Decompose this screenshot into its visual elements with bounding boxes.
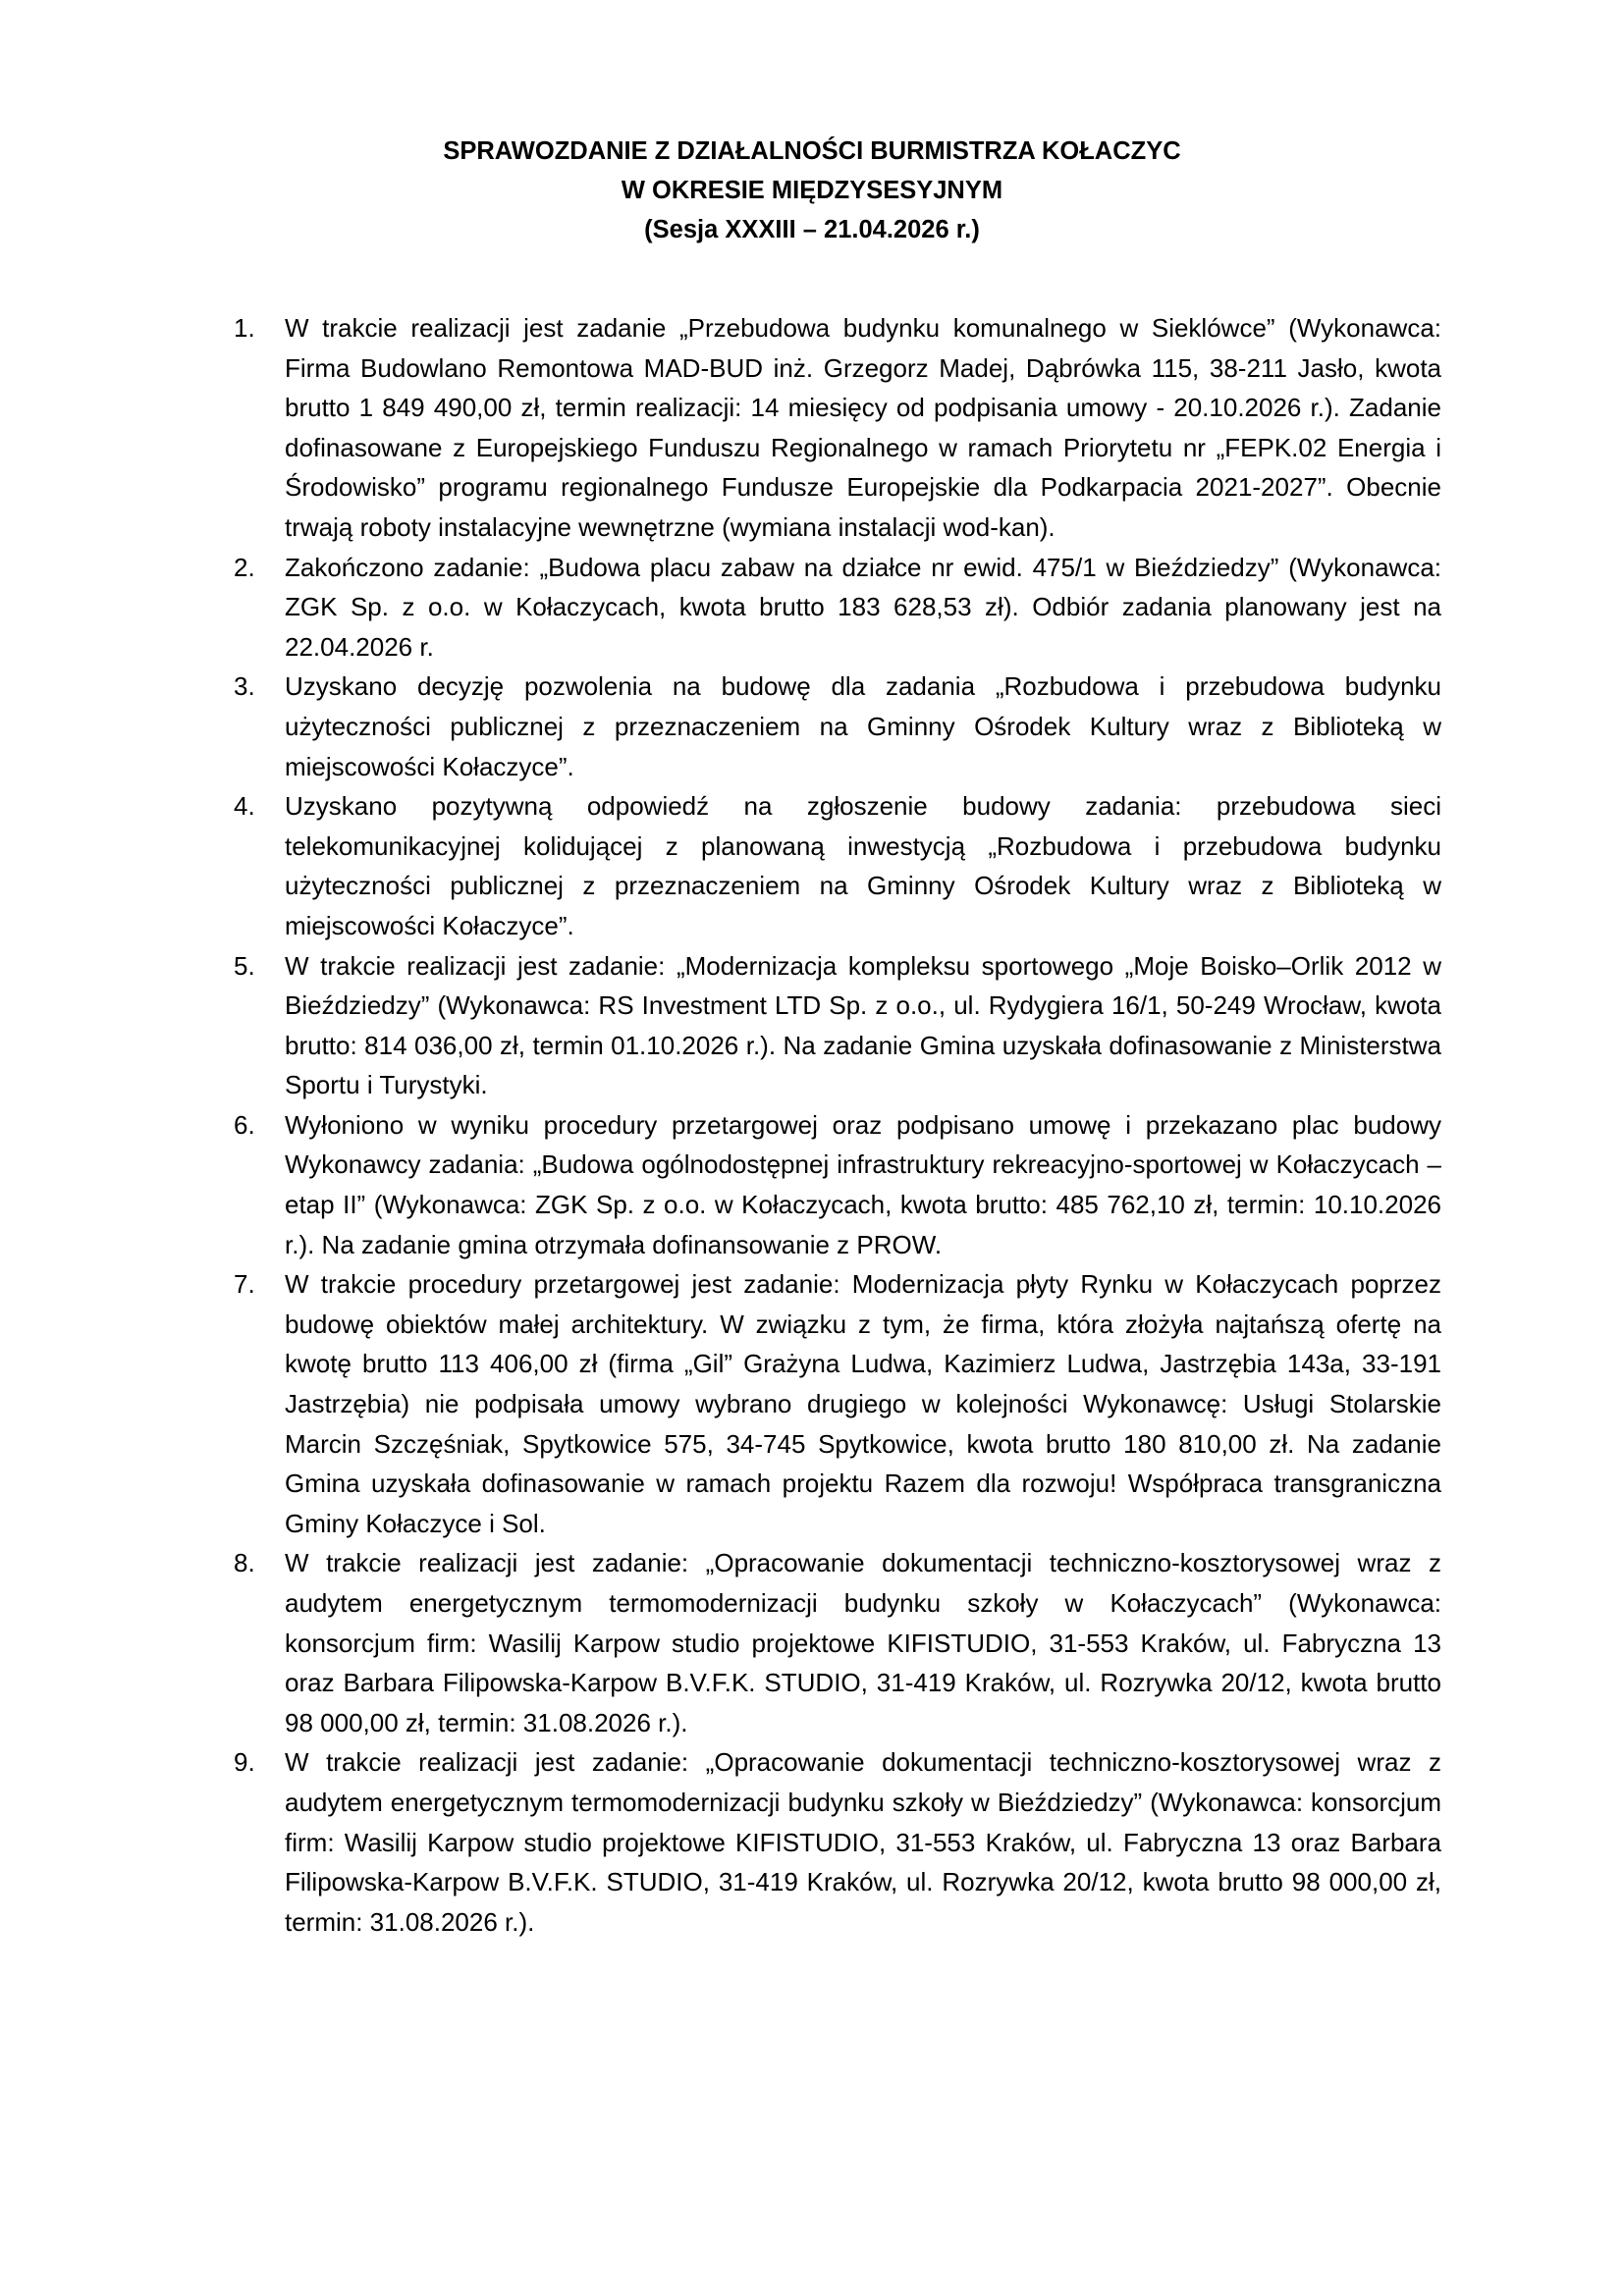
item-text: Uzyskano decyzję pozwolenia na budowę dla zadania „Rozbudowa i przebudowa budynku użyteczności publicznej z przeznaczeniem na Gminny Ośrodek Kultury wraz z Biblioteką w miejscowości Kołaczyce”.	[285, 671, 1441, 781]
item-text: W trakcie realizacji jest zadanie „Przebudowa budynku komunalnego w Sieklówce” (Wykonawca: Firma Budowlano Remontowa MAD-BUD inż. Grzegorz Madej, Dąbrówka 115, 38-211 Jasło, kwota brutto 1 849 490,00 zł, termin realizacji: 14 miesięcy od podpisania umowy - 20.10.2026 r.). Zadanie dofinasowane z Europejskiego Funduszu Regionalnego w ramach Priorytetu nr „FEPK.02 Energia i Środowisko” programu regionalnego Fundusze Europejskie dla Podkarpacia 2021-2027”. Obecnie trwają roboty instalacyjne wewnętrzne (wymiana instalacji wod-kan).	[285, 313, 1441, 542]
item-number: 3.	[234, 671, 255, 702]
title-line-1: SPRAWOZDANIE Z DZIAŁALNOŚCI BURMISTRZA KOŁACZYC	[443, 137, 1181, 165]
report-item-5	[234, 946, 1441, 1105]
item-number: 8.	[234, 1548, 255, 1578]
item-text: W trakcie procedury przetargowej jest zadanie: Modernizacja płyty Rynku w Kołaczycach poprzez budowę obiektów małej architektury. W związku z tym, że firma, która złożyła najtańszą ofertę na kwotę brutto 113 406,00 zł (firma „Gil” Grażyna Ludwa, Kazimierz Ludwa, Jastrzębia 143a, 33-191 Jastrzębia) nie podpisała umowy wybrano drugiego w kolejności Wykonawcę: Usługi Stolarskie Marcin Szczęśniak, Spytkowice 575, 34-745 Spytkowice, kwota brutto 180 810,00 zł. Na zadanie Gmina uzyskała dofinasowanie w ramach projektu Razem dla rozwoju! Współpraca transgraniczna Gminy Kołaczyce i Sol.	[285, 1269, 1441, 1538]
report-item-2	[234, 548, 1441, 667]
report-items-list	[234, 308, 1441, 1942]
item-text: W trakcie realizacji jest zadanie: „Opracowanie dokumentacji techniczno-kosztorysowej wraz z audytem energetycznym termomodernizacji budynku szkoły w Kołaczycach” (Wykonawca: konsorcjum firm: Wasilij Karpow studio projektowe KIFISTUDIO, 31-553 Kraków, ul. Fabryczna 13 oraz Barbara Filipowska-Karpow B.V.F.K. STUDIO, 31-419 Kraków, ul. Rozrywka 20/12, kwota brutto 98 000,00 zł, termin: 31.08.2026 r.).	[285, 1548, 1441, 1737]
item-text: Wyłoniono w wyniku procedury przetargowej oraz podpisano umowę i przekazano plac budowy Wykonawcy zadania: „Budowa ogólnodostępnej infrastruktury rekreacyjno-sportowej w Kołaczycach – etap II” (Wykonawca: ZGK Sp. z o.o. w Kołaczycach, kwota brutto: 485 762,10 zł, termin: 10.10.2026 r.). Na zadanie gmina otrzymała dofinansowanie z PROW.	[285, 1109, 1441, 1259]
item-number: 9.	[234, 1747, 255, 1778]
document-title	[0, 132, 1624, 249]
item-number: 4.	[234, 791, 255, 822]
item-number: 2.	[234, 552, 255, 582]
item-number: 6.	[234, 1109, 255, 1140]
report-item-4	[234, 786, 1441, 945]
report-item-9	[234, 1742, 1441, 1942]
item-text: W trakcie realizacji jest zadanie: „Modernizacja kompleksu sportowego „Moje Boisko–Orlik 2012 w Bieździedzy” (Wykonawca: RS Investment LTD Sp. z o.o., ul. Rydygiera 16/1, 50-249 Wrocław, kwota brutto: 814 036,00 zł, termin 01.10.2026 r.). Na zadanie Gmina uzyskała dofinasowanie z Ministerstwa Sportu i Turystyki.	[285, 950, 1441, 1100]
report-item-8	[234, 1543, 1441, 1742]
item-number: 7.	[234, 1269, 255, 1300]
item-number: 5.	[234, 950, 255, 981]
item-number: 1.	[234, 313, 255, 343]
report-item-3	[234, 667, 1441, 786]
title-line-2: W OKRESIE MIĘDZYSESYJNYM	[621, 177, 1003, 204]
item-text: W trakcie realizacji jest zadanie: „Opracowanie dokumentacji techniczno-kosztorysowej wraz z audytem energetycznym termomodernizacji budynku szkoły w Bieździedzy” (Wykonawca: konsorcjum firm: Wasilij Karpow studio projektowe KIFISTUDIO, 31-553 Kraków, ul. Fabryczna 13 oraz Barbara Filipowska-Karpow B.V.F.K. STUDIO, 31-419 Kraków, ul. Rozrywka 20/12, kwota brutto 98 000,00 zł, termin: 31.08.2026 r.).	[285, 1747, 1441, 1937]
title-line-3-session: (Sesja XXXIII – 21.04.2026 r.)	[644, 216, 980, 243]
item-text: Uzyskano pozytywną odpowiedź na zgłoszenie budowy zadania: przebudowa sieci telekomunikacyjnej kolidującej z planowaną inwestycją „Rozbudowa i przebudowa budynku użyteczności publicznej z przeznaczeniem na Gminny Ośrodek Kultury wraz z Biblioteką w miejscowości Kołaczyce”.	[285, 791, 1441, 940]
report-item-1	[234, 308, 1441, 548]
report-item-6	[234, 1105, 1441, 1264]
item-text: Zakończono zadanie: „Budowa placu zabaw na działce nr ewid. 475/1 w Bieździedzy” (Wykonawca: ZGK Sp. z o.o. w Kołaczycach, kwota brutto 183 628,53 zł). Odbiór zadania planowany jest na 22.04.2026 r.	[285, 552, 1441, 662]
report-item-7	[234, 1264, 1441, 1543]
